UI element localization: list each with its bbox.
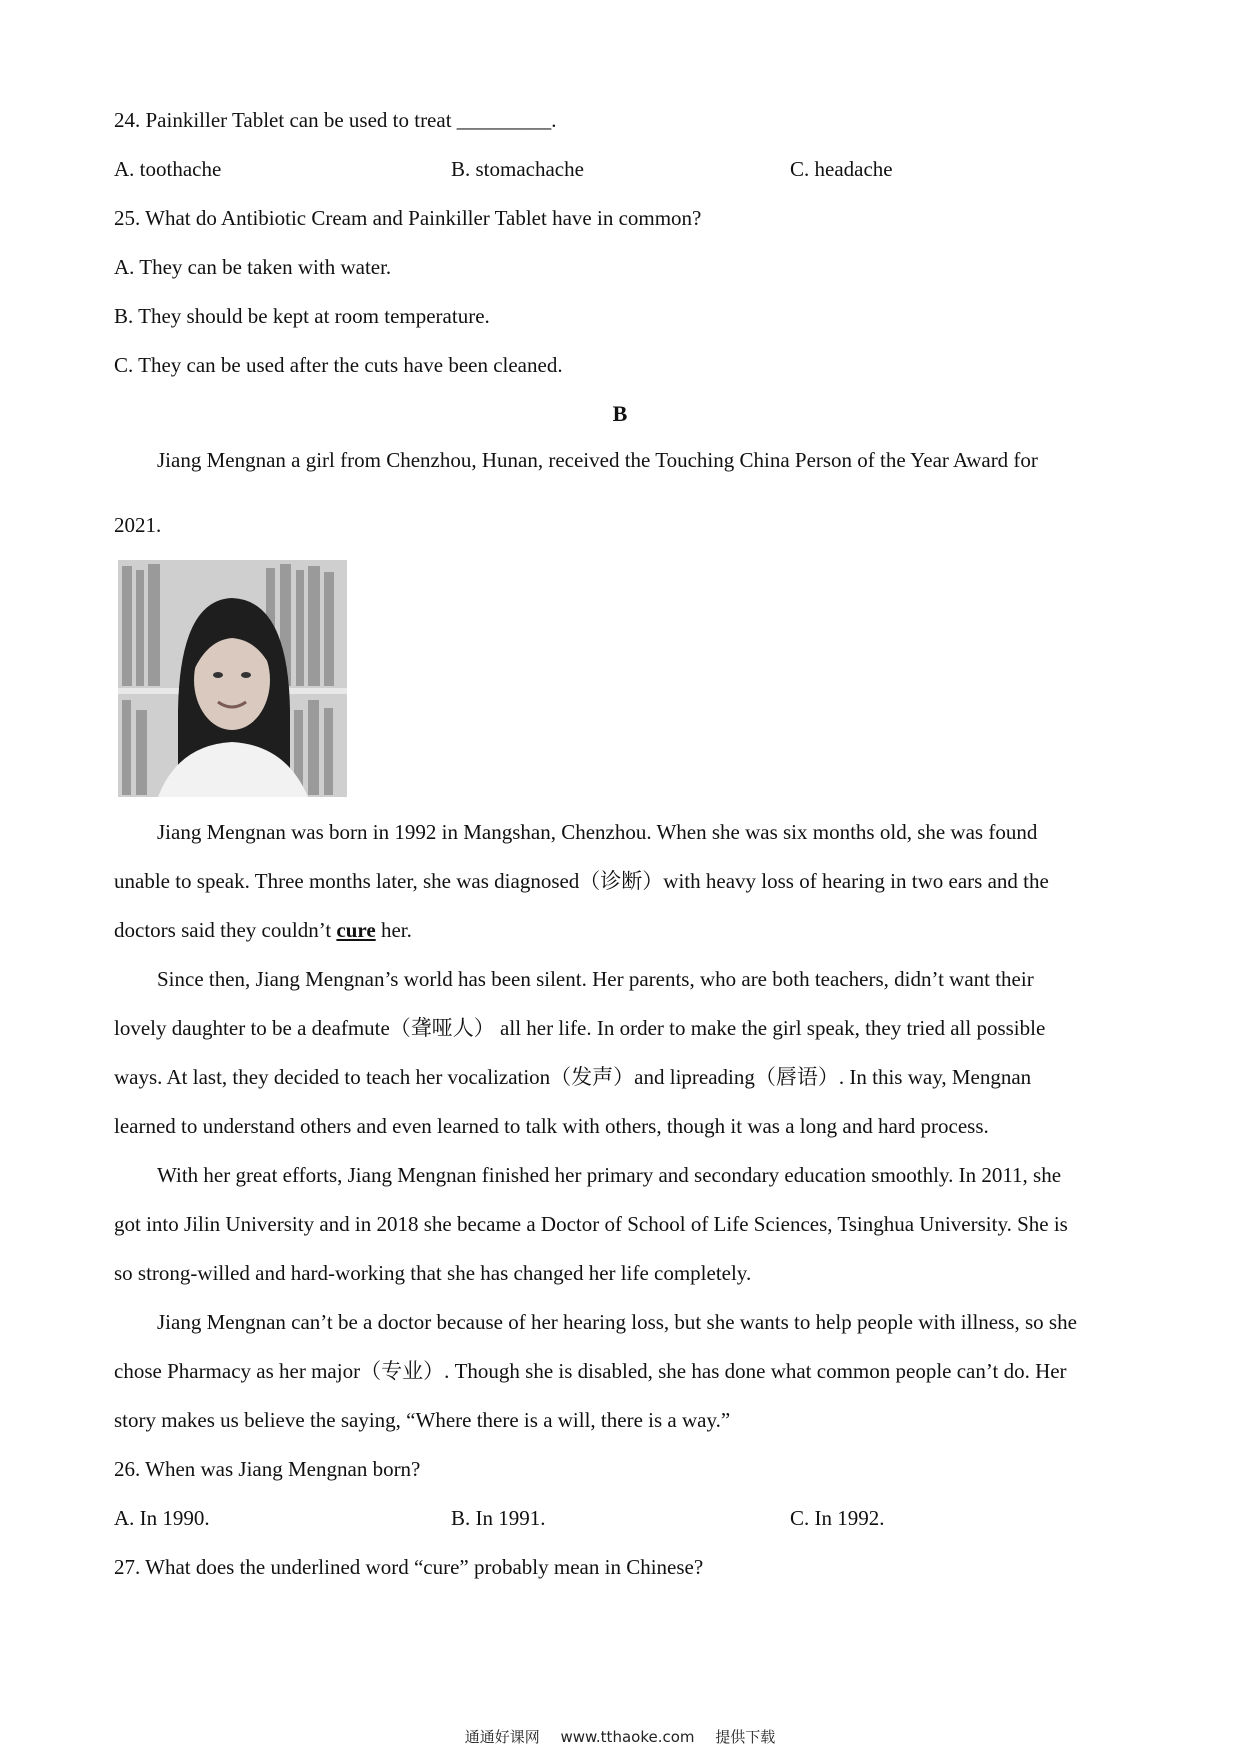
- footer-site-name: 通通好课网: [464, 1728, 540, 1746]
- question-26-option-c: C. In 1992.: [790, 1506, 885, 1530]
- para4-line-3: story makes us believe the saying, “Where there is a will, there is a way.”: [114, 1408, 731, 1432]
- question-25-option-b: B. They should be kept at room temperature.: [114, 304, 490, 328]
- portrait-photo: [118, 560, 347, 797]
- para3-line-2: got into Jilin University and in 2018 she became a Doctor of School of Life Sciences, Tsinghua University. She is: [114, 1212, 1068, 1236]
- para2-line-1: Since then, Jiang Mengnan’s world has been silent. Her parents, who are both teachers, didn’t want their: [157, 967, 1034, 991]
- para1-line-1: Jiang Mengnan was born in 1992 in Mangshan, Chenzhou. When she was six months old, she was found: [157, 820, 1038, 844]
- page-footer: [0, 1727, 1240, 1747]
- question-24-option-c: C. headache: [790, 157, 893, 181]
- para1-line-3-before: doctors said they couldn’t: [114, 918, 337, 942]
- question-27-stem: 27. What does the underlined word “cure” probably mean in Chinese?: [114, 1555, 704, 1579]
- para2-line-4: learned to understand others and even learned to talk with others, though it was a long and hard process.: [114, 1114, 989, 1138]
- portrait-illustration: [118, 560, 347, 797]
- footer-action: 提供下载: [715, 1728, 776, 1746]
- question-25-option-c: C. They can be used after the cuts have been cleaned.: [114, 353, 563, 377]
- question-25-option-a: A. They can be taken with water.: [114, 255, 392, 279]
- question-24-stem: 24. Painkiller Tablet can be used to treat _________.: [114, 108, 557, 132]
- question-25-stem: 25. What do Antibiotic Cream and Painkiller Tablet have in common?: [114, 206, 702, 230]
- para3-line-1: With her great efforts, Jiang Mengnan finished her primary and secondary education smoothly. In 2011, she: [157, 1163, 1062, 1187]
- question-24-option-b: B. stomachache: [451, 157, 584, 181]
- para2-line-3: ways. At last, they decided to teach her vocalization（发声）and lipreading（唇语）. In this way, Mengnan: [114, 1065, 1032, 1089]
- para3-line-3: so strong-willed and hard-working that she has changed her life completely.: [114, 1261, 752, 1285]
- para1-line-2: unable to speak. Three months later, she was diagnosed（诊断）with heavy loss of hearing in two ears and the: [114, 869, 1049, 893]
- question-24-option-a: A. toothache: [114, 157, 222, 181]
- underlined-word-cure: cure: [336, 918, 376, 942]
- para2-line-2: lovely daughter to be a deafmute（聋哑人） all her life. In order to make the girl speak, they tried all possible: [114, 1016, 1046, 1040]
- para4-line-1: Jiang Mengnan can’t be a doctor because of her hearing loss, but she wants to help people with illness, so she: [157, 1310, 1077, 1334]
- section-heading: B: [612, 401, 628, 426]
- para1-line-3: [114, 916, 412, 944]
- para4-line-2: chose Pharmacy as her major（专业）. Though she is disabled, she has done what common people can’t do. Her: [114, 1359, 1067, 1383]
- question-26-stem: 26. When was Jiang Mengnan born?: [114, 1457, 421, 1481]
- question-26-option-a: A. In 1990.: [114, 1506, 210, 1530]
- footer-url[interactable]: www.tthaoke.com: [560, 1728, 695, 1746]
- intro-line-2: 2021.: [114, 513, 162, 537]
- question-26-option-b: B. In 1991.: [451, 1506, 546, 1530]
- para1-line-3-after: her.: [375, 918, 412, 942]
- intro-line-1: Jiang Mengnan a girl from Chenzhou, Hunan, received the Touching China Person of the Year Award for: [157, 448, 1038, 472]
